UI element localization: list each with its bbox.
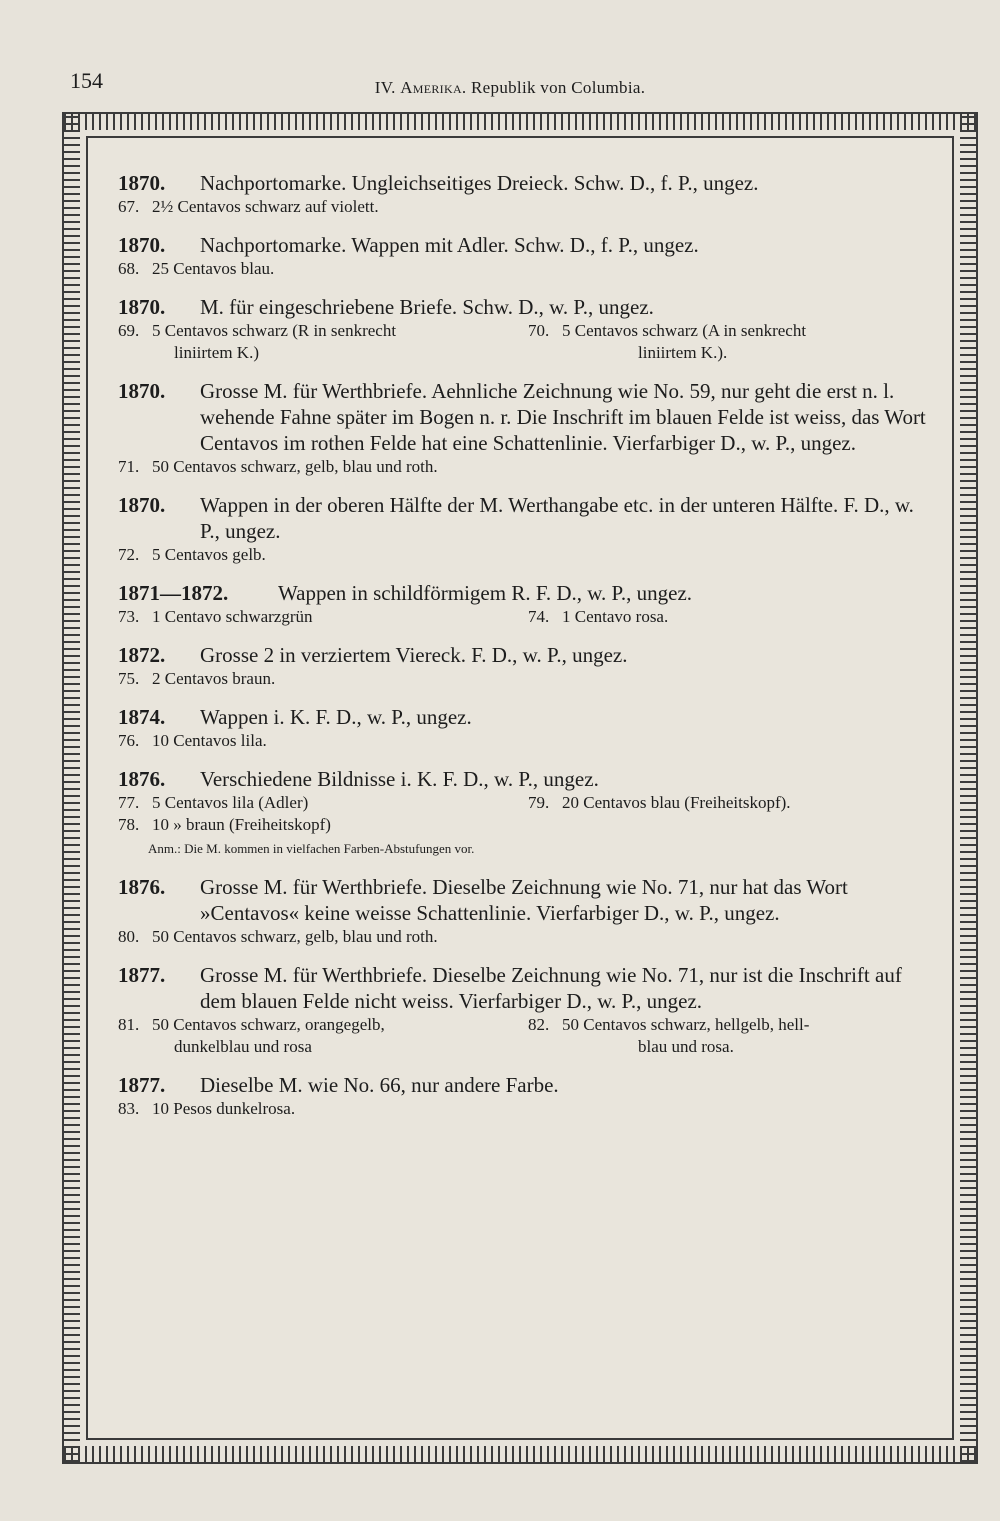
issue-year: 1871—1872. — [118, 581, 229, 605]
stamp-number: 69. — [118, 321, 140, 340]
issue-description: Grosse M. für Werthbriefe. Aehnliche Zeichnung wie No. 59, nur geht die erst n. l. wehende Fahne später im Bogen n. r. Die Inschrift im blauen Felde ist weiss, das Wort Centavos im rothen Felde hat eine Schattenlinie. Vierfarbiger D., w. P., ungez. — [200, 379, 926, 455]
issue-description: Grosse 2 in verziertem Viereck. F. D., w. P., ungez. — [200, 643, 628, 667]
stamp-item — [118, 196, 938, 218]
stamp-item — [118, 1014, 528, 1036]
issue-description: Dieselbe M. wie No. 66, nur andere Farbe. — [200, 1073, 559, 1097]
stamp-text: 10 Pesos dunkelrosa. — [152, 1099, 296, 1118]
catalogue-entry — [118, 962, 938, 1058]
issue-year: 1870. — [118, 233, 166, 257]
stamp-item — [118, 258, 938, 280]
stamp-item — [118, 606, 528, 628]
issue-year: 1874. — [118, 705, 166, 729]
region-name: Amerika. — [400, 78, 467, 97]
stamp-text: 50 Centavos schwarz, gelb, blau und roth. — [152, 457, 438, 476]
issue-year: 1877. — [118, 1073, 166, 1097]
issue-year: 1876. — [118, 767, 166, 791]
issue-year: 1877. — [118, 963, 166, 987]
stamp-text: 50 Centavos schwarz, gelb, blau und roth. — [152, 927, 438, 946]
catalogue-entry — [118, 492, 938, 566]
stamp-text: 2½ Centavos schwarz auf violett. — [152, 197, 379, 216]
stamp-number: 82. — [528, 1015, 550, 1034]
stamp-text: 5 Centavos lila (Adler) — [152, 793, 309, 812]
stamp-number: 72. — [118, 545, 140, 564]
catalogue-entry — [118, 874, 938, 948]
stamp-text-continued: dunkelblau und rosa — [174, 1037, 312, 1056]
issue-description: Grosse M. für Werthbriefe. Dieselbe Zeichnung wie No. 71, nur hat das Wort »Centavos« keine weisse Schattenlinie. Vierfarbiger D., w. P., ungez. — [200, 875, 848, 925]
stamp-text-continued: liniirtem K.) — [174, 343, 259, 362]
page-number: 154 — [70, 68, 103, 93]
issue-description: Verschiedene Bildnisse i. K. F. D., w. P., ungez. — [200, 767, 599, 791]
running-head — [70, 78, 950, 98]
stamp-item — [118, 544, 938, 566]
stamp-text: 50 Centavos schwarz, hellgelb, hell- — [562, 1015, 810, 1034]
section-number: IV. — [374, 78, 396, 97]
stamp-number: 78. — [118, 815, 140, 834]
stamp-text: 2 Centavos braun. — [152, 669, 276, 688]
issue-description: Wappen i. K. F. D., w. P., ungez. — [200, 705, 472, 729]
catalogue-entry — [118, 378, 938, 478]
stamp-number: 80. — [118, 927, 140, 946]
stamp-item — [528, 606, 938, 628]
issue-description: Wappen in schildförmigem R. F. D., w. P., ungez. — [278, 581, 693, 605]
catalogue-entry — [118, 766, 938, 860]
stamp-item — [528, 792, 938, 814]
issue-description: M. für eingeschriebene Briefe. Schw. D., w. P., ungez. — [200, 295, 654, 319]
stamp-text-continued: liniirtem K.). — [638, 343, 728, 362]
stamp-item — [118, 456, 938, 478]
stamp-item — [118, 814, 528, 836]
stamp-item — [528, 1014, 938, 1036]
stamp-number: 76. — [118, 731, 140, 750]
stamp-number: 68. — [118, 259, 140, 278]
stamp-number: 73. — [118, 607, 140, 626]
catalogue-entry — [118, 232, 938, 280]
stamp-text: 10 Centavos lila. — [152, 731, 267, 750]
stamp-item — [118, 926, 938, 948]
catalogue-entry — [118, 294, 938, 364]
issue-year: 1870. — [118, 295, 166, 319]
country-name: Republik von Columbia. — [471, 78, 646, 97]
issue-description: Wappen in der oberen Hälfte der M. Werthangabe etc. in der unteren Hälfte. F. D., w. P., ungez. — [200, 493, 914, 543]
stamp-item — [118, 730, 938, 752]
stamp-text: 25 Centavos blau. — [152, 259, 275, 278]
stamp-catalogue — [118, 170, 938, 1134]
stamp-text: 5 Centavos schwarz (R in senkrecht — [152, 321, 397, 340]
catalogue-entry — [118, 170, 938, 218]
issue-description: Grosse M. für Werthbriefe. Dieselbe Zeichnung wie No. 71, nur ist die Inschrift auf dem blauen Felde nicht weiss. Vierfarbiger D., w. P., ungez. — [200, 963, 902, 1013]
issue-description: Nachportomarke. Ungleichseitiges Dreieck. Schw. D., f. P., ungez. — [200, 171, 759, 195]
stamp-text: 1 Centavo schwarzgrün — [152, 607, 313, 626]
catalogue-entry — [118, 1072, 938, 1120]
catalogue-entry — [118, 704, 938, 752]
stamp-number: 79. — [528, 793, 550, 812]
issue-year: 1872. — [118, 643, 166, 667]
stamp-number: 71. — [118, 457, 140, 476]
stamp-item — [118, 668, 938, 690]
issue-year: 1870. — [118, 493, 166, 517]
stamp-text: 50 Centavos schwarz, orangegelb, — [152, 1015, 385, 1034]
issue-year: 1876. — [118, 875, 166, 899]
issue-description: Nachportomarke. Wappen mit Adler. Schw. D., f. P., ungez. — [200, 233, 699, 257]
stamp-number: 74. — [528, 607, 550, 626]
stamp-number: 70. — [528, 321, 550, 340]
stamp-item — [118, 1098, 938, 1120]
stamp-item — [118, 320, 528, 342]
issue-year: 1870. — [118, 379, 166, 403]
stamp-text-continued: blau und rosa. — [638, 1037, 734, 1056]
page-header — [70, 68, 950, 108]
stamp-text: 5 Centavos gelb. — [152, 545, 266, 564]
stamp-text: 20 Centavos blau (Freiheitskopf). — [562, 793, 791, 812]
stamp-item — [118, 792, 528, 814]
stamp-number: 77. — [118, 793, 140, 812]
catalogue-entry — [118, 642, 938, 690]
issue-year: 1870. — [118, 171, 166, 195]
stamp-text: 5 Centavos schwarz (A in senkrecht — [562, 321, 807, 340]
stamp-text: 1 Centavo rosa. — [562, 607, 669, 626]
stamp-number: 75. — [118, 669, 140, 688]
catalogue-entry — [118, 580, 938, 628]
annotation-note: Anm.: Die M. kommen in vielfachen Farben-Abstufungen vor. — [148, 841, 475, 856]
stamp-text: 10 » braun (Freiheitskopf) — [152, 815, 331, 834]
stamp-number: 67. — [118, 197, 140, 216]
stamp-number: 81. — [118, 1015, 140, 1034]
stamp-item — [528, 320, 938, 342]
stamp-number: 83. — [118, 1099, 140, 1118]
